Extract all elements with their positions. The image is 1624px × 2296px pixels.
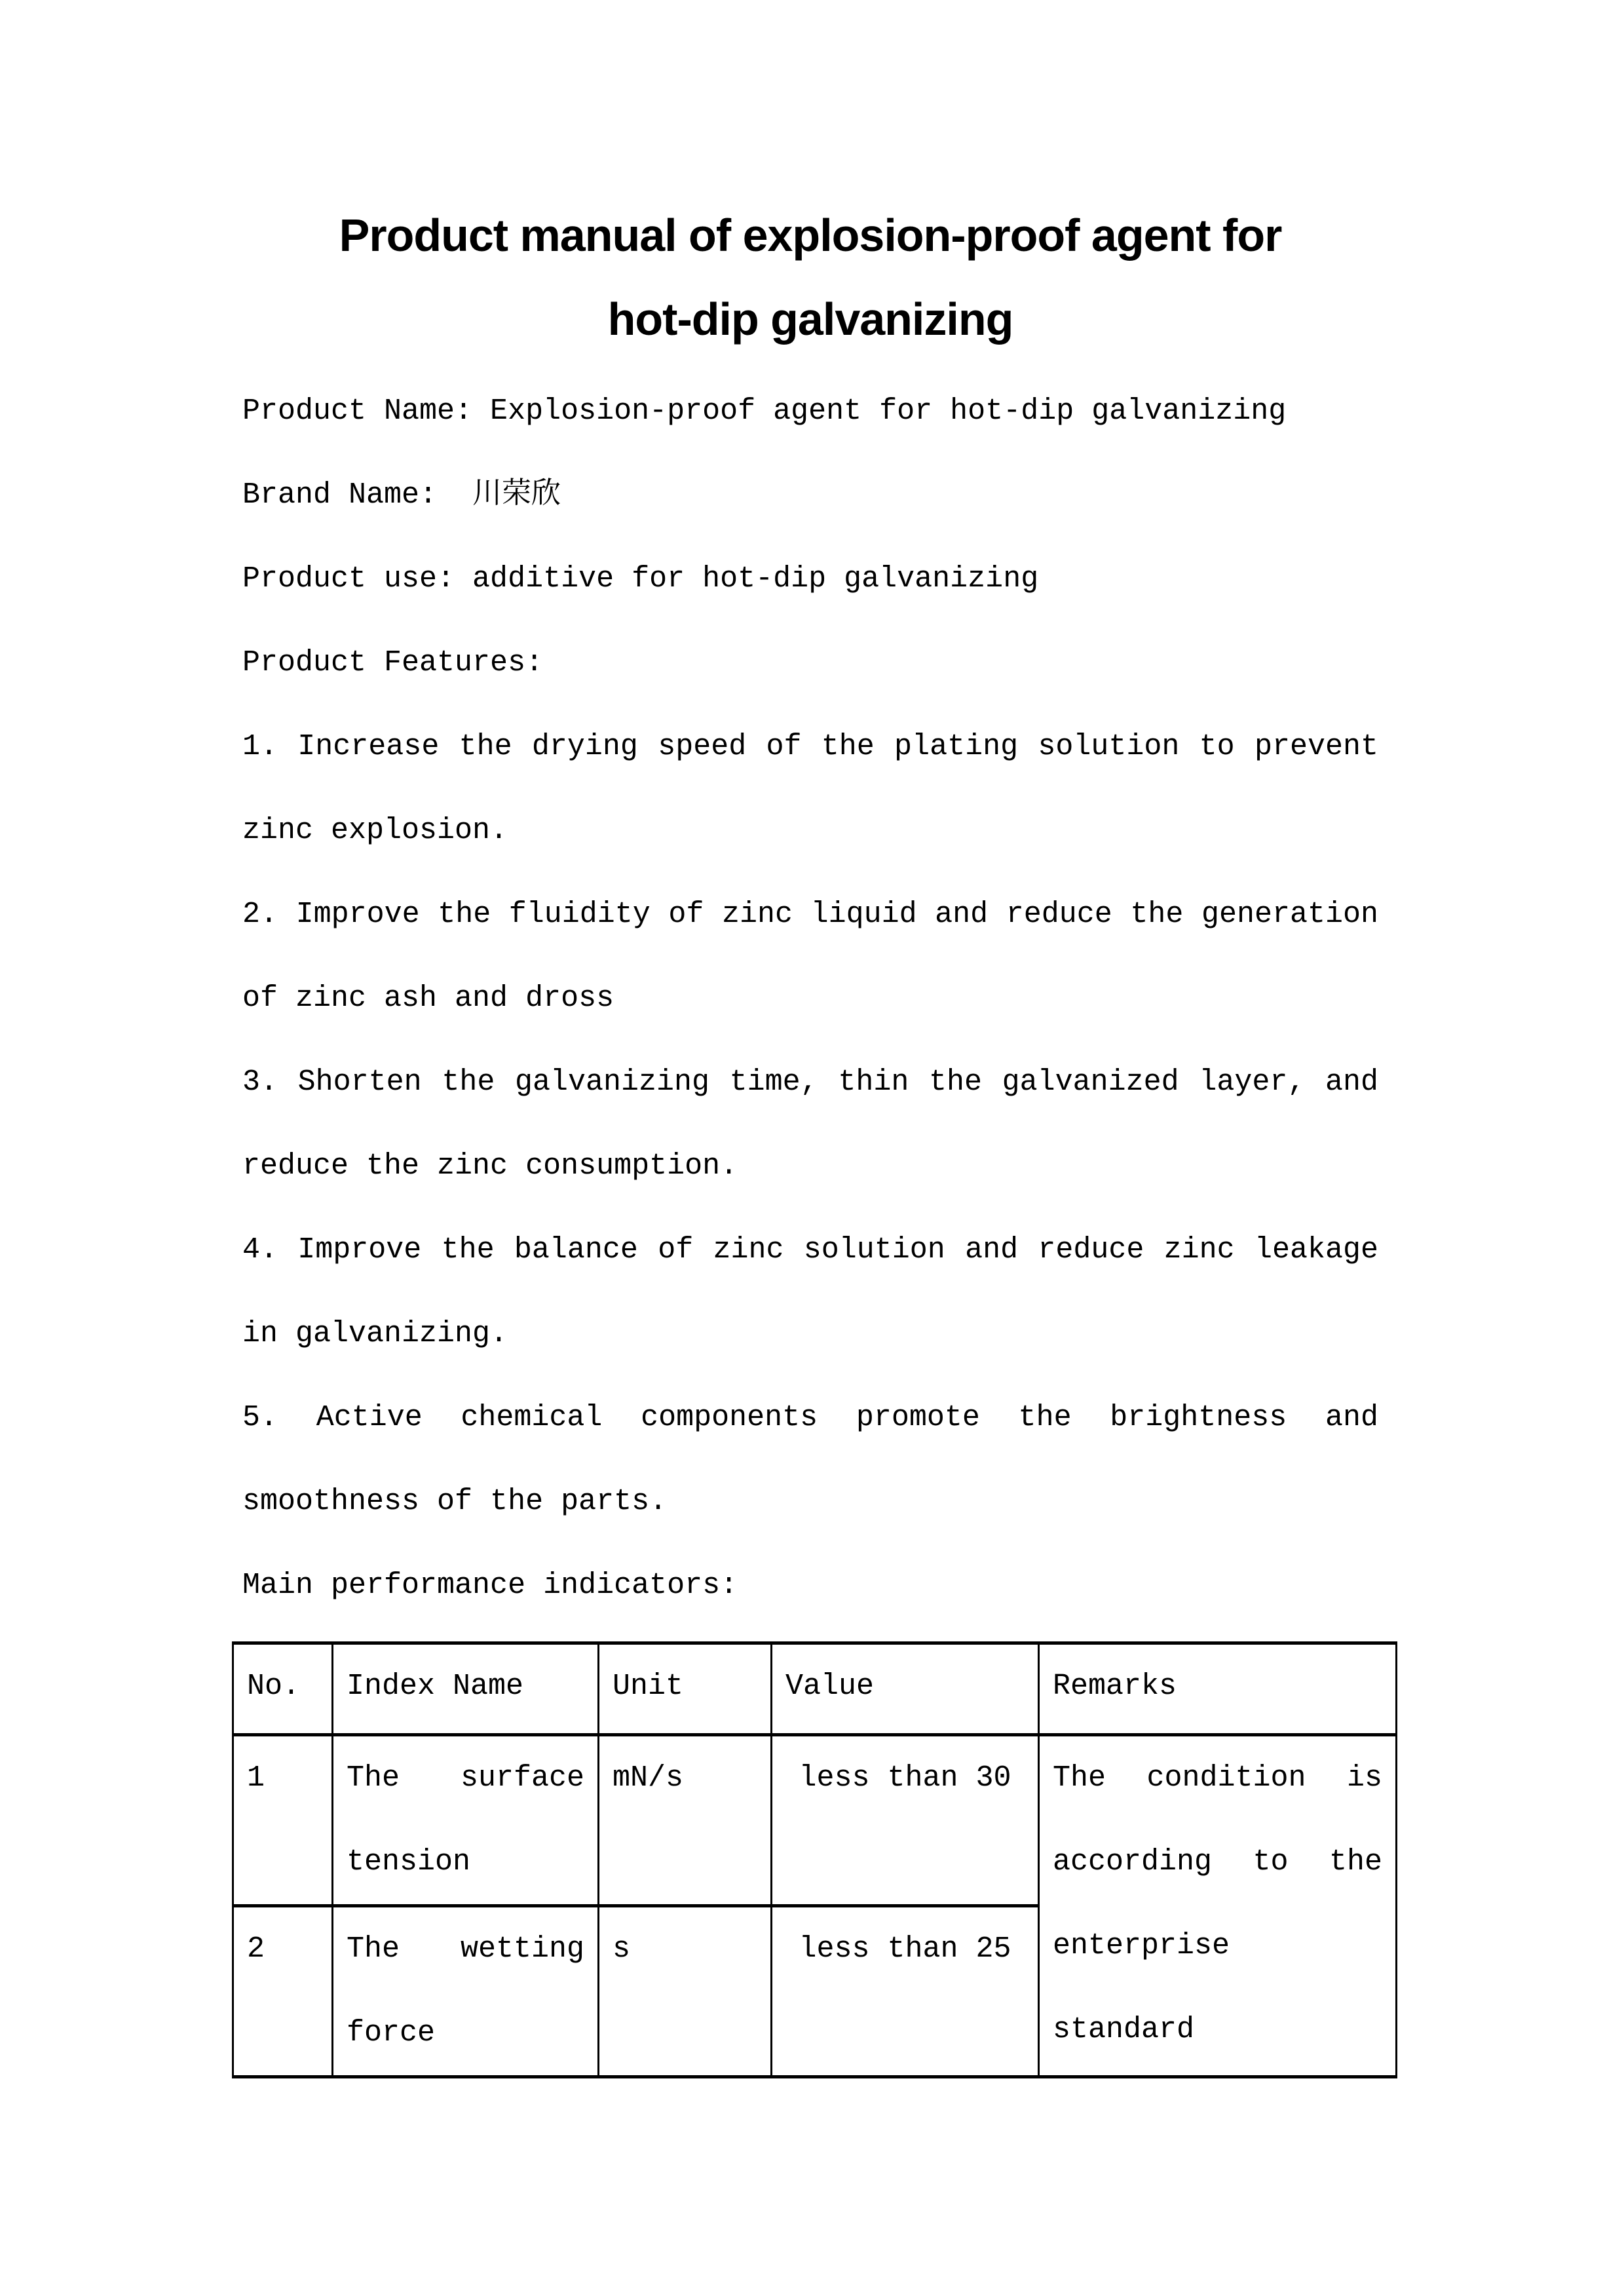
row2-unit: s [599, 1906, 772, 2077]
paragraph-product-use: Product use: additive for hot-dip galvanizing [242, 562, 1039, 596]
feature-1-line-1: 1. Increase the drying speed of the plating solution to prevent [242, 730, 1378, 763]
feature-4-line-2: in galvanizing. [242, 1317, 508, 1350]
row1-index-name [333, 1735, 599, 1906]
feature-4-line-1: 4. Improve the balance of zinc solution and reduce zinc leakage [242, 1233, 1378, 1267]
title-line-1: Product manual of explosion-proof agent for [339, 210, 1282, 261]
feature-5-line-1: 5. Active chemical components promote the brightness and [242, 1401, 1378, 1434]
row1-unit: mN/s [599, 1735, 772, 1906]
title-line-2: hot-dip galvanizing [607, 294, 1013, 345]
paragraph-product-name: Product Name: Explosion-proof agent for hot-dip galvanizing [242, 394, 1287, 428]
table-row-1 [233, 1735, 1397, 1906]
feature-3-line-2: reduce the zinc consumption. [242, 1149, 738, 1183]
row1-index-line-1: The surface [347, 1761, 584, 1795]
col-header-index-name: Index Name [333, 1643, 599, 1735]
remarks-line-4: standard [1053, 2013, 1195, 2046]
row2-index-line-2: force [347, 2016, 436, 2050]
row2-index-line-1: The wetting [347, 1932, 584, 1966]
feature-5-line-2: smoothness of the parts. [242, 1485, 668, 1518]
paragraph-brand-name: Brand Name: 川荣欣 [242, 478, 561, 512]
indicators-heading: Main performance indicators: [242, 1569, 738, 1602]
row1-no: 1 [233, 1735, 333, 1906]
paragraph-features-heading: Product Features: [242, 646, 544, 679]
remarks-line-3: enterprise [1053, 1929, 1230, 1962]
feature-2-line-2: of zinc ash and dross [242, 982, 614, 1015]
col-header-unit: Unit [599, 1643, 772, 1735]
table-header-row [233, 1643, 1397, 1735]
feature-3-line-1: 3. Shorten the galvanizing time, thin the galvanized layer, and [242, 1065, 1378, 1099]
col-header-value: Value [772, 1643, 1039, 1735]
feature-2-line-1: 2. Improve the fluidity of zinc liquid and reduce the generation [242, 898, 1378, 931]
remarks-line-2: according to the [1053, 1845, 1382, 1879]
col-header-no: No. [233, 1643, 333, 1735]
row2-no: 2 [233, 1906, 333, 2077]
document-body [242, 370, 1378, 1628]
row1-value: less than 30 [772, 1735, 1039, 1906]
row2-value: less than 25 [772, 1906, 1039, 2077]
remarks-merged-cell [1039, 1735, 1397, 2077]
feature-1-line-2: zinc explosion. [242, 814, 508, 847]
document-title [242, 193, 1378, 361]
col-header-remarks: Remarks [1039, 1643, 1397, 1735]
remarks-line-1: The condition is [1053, 1761, 1382, 1795]
row2-index-name [333, 1906, 599, 2077]
row1-index-line-2: tension [347, 1845, 471, 1879]
performance-indicators-table [232, 1641, 1397, 2078]
